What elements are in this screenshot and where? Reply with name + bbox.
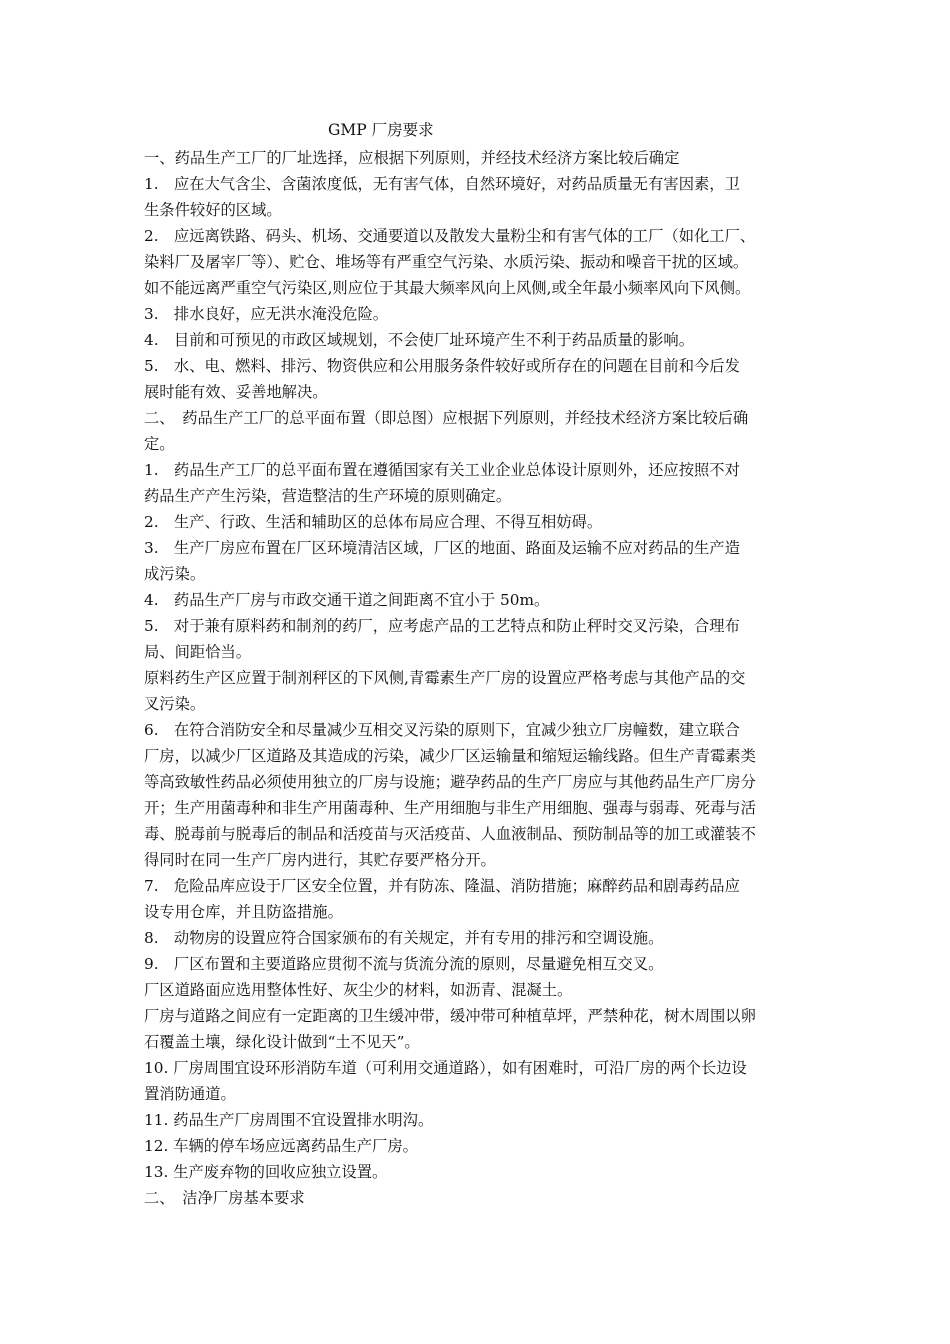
text-line: 叉污染。 xyxy=(144,695,206,713)
text-line: 展时能有效、妥善地解决。 xyxy=(144,383,328,401)
text-line: 厂房与道路之间应有一定距离的卫生缓冲带，缓冲带可种植草坪，严禁种花，树木周围以卵 xyxy=(144,1007,756,1025)
text-line: 2. 应远离铁路、码头、机场、交通要道以及散发大量粉尘和有害气体的工厂（如化工厂、 xyxy=(144,227,756,245)
text-line: 二、 洁净厂房基本要求 xyxy=(144,1189,305,1207)
text-line: 8. 动物房的设置应符合国家颁布的有关规定，并有专用的排污和空调设施。 xyxy=(144,929,664,947)
text-line: 3. 生产厂房应布置在厂区环境清洁区域，厂区的地面、路面及运输不应对药品的生产造 xyxy=(144,539,740,557)
text-line: 二、 药品生产工厂的总平面布置（即总图）应根据下列原则，并经技术经济方案比较后确 xyxy=(144,409,749,427)
text-line: 如不能远离严重空气污染区,则应位于其最大频率风向上风侧,或全年最小频率风向下风侧。 xyxy=(144,279,751,297)
text-line: 药品生产产生污染，营造整洁的生产环境的原则确定。 xyxy=(144,487,512,505)
text-line: 设专用仓库，并且防盗措施。 xyxy=(144,903,343,921)
text-line: 1. 应在大气含尘、含菌浓度低，无有害气体，自然环境好，对药品质量无有害因素，卫 xyxy=(144,175,740,193)
text-line: 13. 生产废弃物的回收应独立设置。 xyxy=(144,1163,388,1181)
text-line: 局、间距恰当。 xyxy=(144,643,252,661)
text-line: 6. 在符合消防安全和尽量减少互相交叉污染的原则下，宜减少独立厂房幢数，建立联合 xyxy=(144,721,740,739)
text-line: 成污染。 xyxy=(144,565,206,583)
text-line: 1. 药品生产工厂的总平面布置在遵循国家有关工业企业总体设计原则外，还应按照不对 xyxy=(144,461,740,479)
text-line: 原料药生产区应置于制剂秤区的下风侧,青霉素生产厂房的设置应严格考虑与其他产品的交 xyxy=(144,669,746,687)
text-line: 得同时在同一生产厂房内进行，其贮存要严格分开。 xyxy=(144,851,496,869)
text-line: 2. 生产、行政、生活和辅助区的总体布局应合理、不得互相妨碍。 xyxy=(144,513,603,531)
text-line: 等高致敏性药品必须使用独立的厂房与设施；避孕药品的生产厂房应与其他药品生产厂房分 xyxy=(144,773,756,791)
text-line: 毒、脱毒前与脱毒后的制品和活疫苗与灭活疫苗、人血液制品、预防制品等的加工或灌装不 xyxy=(144,825,756,843)
text-line: 生条件较好的区域。 xyxy=(144,201,282,219)
text-line: 石覆盖土壤，绿化设计做到“土不见天”。 xyxy=(144,1033,420,1051)
text-line: 一、药品生产工厂的厂址选择，应根据下列原则，并经技术经济方案比较后确定 xyxy=(144,149,680,167)
text-line: 厂房，以减少厂区道路及其造成的污染，减少厂区运输量和缩短运输线路。但生产青霉素类 xyxy=(144,747,756,765)
text-line: 3. 排水良好，应无洪水淹没危险。 xyxy=(144,305,389,323)
text-line: 开；生产用菌毒种和非生产用菌毒种、生产用细胞与非生产用细胞、强毒与弱毒、死毒与活 xyxy=(144,799,756,817)
text-line: 5. 水、电、燃料、排污、物资供应和公用服务条件较好或所存在的问题在目前和今后发 xyxy=(144,357,740,375)
text-line: 7. 危险品库应设于厂区安全位置，并有防冻、隆温、消防措施；麻醉药品和剧毒药品应 xyxy=(144,877,740,895)
text-line: 4. 目前和可预见的市政区域规划，不会使厂址环境产生不利于药品质量的影响。 xyxy=(144,331,694,349)
text-line: 4. 药品生产厂房与市政交通干道之间距离不宜小于 50m。 xyxy=(144,591,550,609)
document-body xyxy=(144,145,812,1211)
text-line: 9. 厂区布置和主要道路应贯彻不流与货流分流的原则，尽量避免相互交叉。 xyxy=(144,955,664,973)
text-line: 厂区道路面应选用整体性好、灰尘少的材料，如沥青、混凝土。 xyxy=(144,981,573,999)
text-line: 11. 药品生产厂房周围不宜设置排水明沟。 xyxy=(144,1111,434,1129)
text-line: 10. 厂房周围宜设环形消防车道（可利用交通道路），如有困难时，可沿厂房的两个长边设 xyxy=(144,1059,747,1077)
text-line: 染料厂及屠宰厂等）、贮仓、堆场等有严重空气污染、水质污染、振动和噪音干扰的区域。 xyxy=(144,253,749,271)
text-line: 5. 对于兼有原料药和制剂的药厂，应考虑产品的工艺特点和防止秤时交叉污染，合理布 xyxy=(144,617,740,635)
text-line: 定。 xyxy=(144,435,175,453)
document-title: GMP 厂房要求 xyxy=(328,121,434,139)
text-line: 12. 车辆的停车场应远离药品生产厂房。 xyxy=(144,1137,418,1155)
text-line: 置消防通道。 xyxy=(144,1085,236,1103)
